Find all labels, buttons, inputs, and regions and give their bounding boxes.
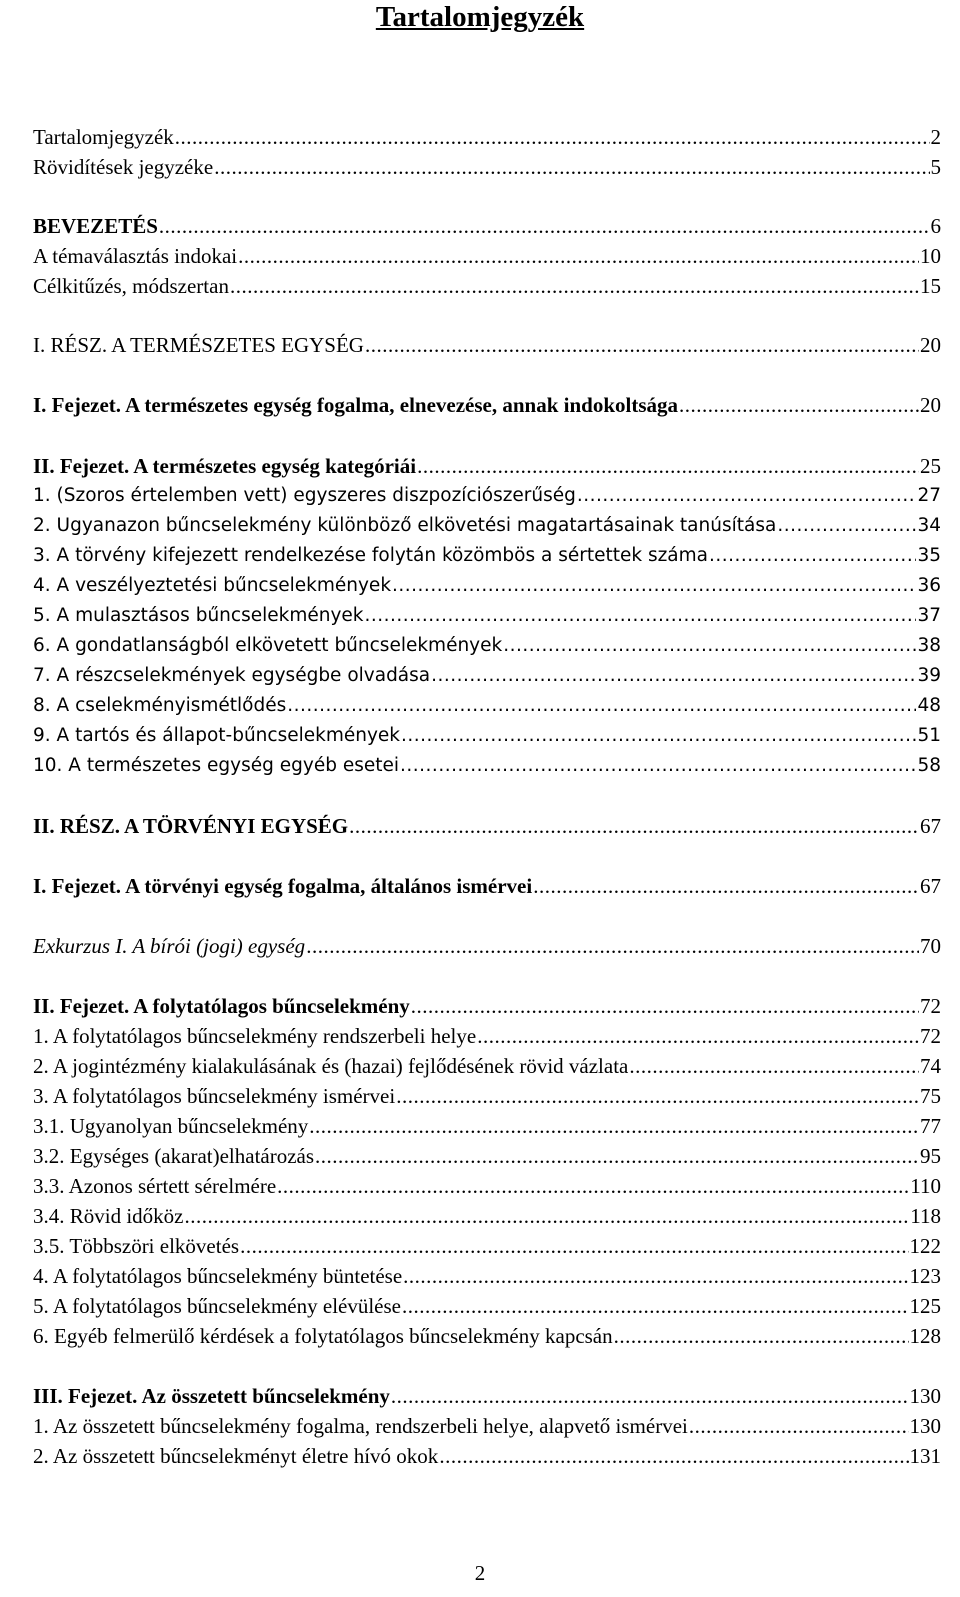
toc-entry-text: 1. A folytatólagos bűncselekmény rendszerbeli helye: [33, 1024, 477, 1048]
toc-entry-text: 3.2. Egységes (akarat)elhatározás: [33, 1144, 315, 1168]
toc-entry-page: 77: [920, 1114, 941, 1138]
toc-entry-page: 123: [909, 1264, 941, 1288]
toc-entry-text: Rövidítések jegyzéke: [33, 155, 214, 179]
toc-entry[interactable]: [33, 1262, 941, 1290]
toc-entry[interactable]: [33, 992, 941, 1020]
toc-entry-page: 38: [917, 635, 941, 656]
toc-entry-text: 3.4. Rövid időköz: [33, 1204, 184, 1228]
toc-entry-text: I. Fejezet. A törvényi egység fogalma, általános ismérvei: [33, 874, 533, 898]
toc-entry-page: 51: [917, 725, 941, 746]
toc-entry-page: 72: [920, 994, 941, 1018]
toc-leader-dots: [396, 1082, 919, 1110]
toc-entry-text: 3.5. Többszöri elkövetés: [33, 1234, 240, 1258]
toc-leader-dots: [238, 242, 919, 270]
toc-entry-text: 10. A természetes egység egyéb esetei: [33, 755, 400, 776]
toc-entry-page: 39: [917, 665, 941, 686]
toc-entry-text: 5. A mulasztásos bűncselekmények: [33, 605, 364, 626]
toc-leader-dots: [365, 602, 917, 630]
toc-entry-text: 4. A veszélyeztetési bűncselekmények: [33, 575, 392, 596]
toc-entry-text: 3. A törvény kifejezett rendelkezése folytán közömbös a sértettek száma: [33, 545, 709, 566]
toc-entry[interactable]: [33, 572, 941, 600]
toc-entry-page: 36: [917, 575, 941, 596]
toc-leader-dots: [533, 872, 919, 900]
toc-entry-page: 2: [930, 125, 941, 149]
toc-entry-page: 67: [920, 874, 941, 898]
toc-entry-text: II. Fejezet. A természetes egység kategóriái: [33, 454, 417, 478]
toc-leader-dots: [315, 1142, 919, 1170]
toc-entry[interactable]: [33, 602, 941, 630]
toc-entry-page: 130: [909, 1414, 941, 1438]
toc-entry-page: 15: [920, 274, 941, 298]
toc-entry[interactable]: [33, 692, 941, 720]
toc-leader-dots: [230, 272, 919, 300]
toc-leader-dots: [503, 632, 916, 660]
toc-leader-dots: [403, 1262, 908, 1290]
toc-leader-dots: [709, 542, 916, 570]
toc-entry-page: 6: [930, 214, 941, 238]
toc-entry[interactable]: [33, 752, 941, 780]
toc-entry-page: 70: [920, 934, 941, 958]
toc-leader-dots: [777, 512, 916, 540]
toc-entry[interactable]: [33, 1142, 941, 1170]
toc-entry-text: 3.1. Ugyanolyan bűncselekmény: [33, 1114, 309, 1138]
toc-entry-text: A témaválasztás indokai: [33, 244, 238, 268]
toc-entry-page: 75: [920, 1084, 941, 1108]
toc-entry-text: 8. A cselekményismétlődés: [33, 695, 287, 716]
toc-leader-dots: [309, 1112, 919, 1140]
toc-entry[interactable]: [33, 1232, 941, 1260]
toc-entry-page: 131: [909, 1444, 941, 1468]
toc-leader-dots: [614, 1322, 909, 1350]
toc-leader-dots: [392, 572, 916, 600]
toc-entry-text: II. Fejezet. A folytatólagos bűncselekmény: [33, 994, 410, 1018]
toc-entry-text: I. Fejezet. A természetes egység fogalma, elnevezése, annak indokoltsága: [33, 393, 679, 417]
page-title: Tartalomjegyzék: [375, 1, 585, 33]
toc-entry-page: 25: [920, 454, 941, 478]
toc-leader-dots: [185, 1202, 910, 1230]
toc-entry[interactable]: [33, 331, 941, 359]
toc-leader-dots: [175, 123, 930, 151]
toc-leader-dots: [349, 812, 919, 840]
toc-entry[interactable]: [33, 1052, 941, 1080]
page-number: 2: [474, 1561, 486, 1585]
toc-entry[interactable]: [33, 212, 941, 240]
toc-entry-text: II. RÉSZ. A TÖRVÉNYI EGYSÉG: [33, 814, 349, 838]
toc-entry-page: 20: [920, 333, 941, 357]
toc-entry[interactable]: [33, 812, 941, 840]
toc-entry[interactable]: [33, 1172, 941, 1200]
toc-leader-dots: [400, 752, 916, 780]
toc-entry[interactable]: [33, 542, 941, 570]
toc-leader-dots: [306, 932, 919, 960]
toc-entry-page: 27: [917, 485, 941, 506]
toc-entry[interactable]: [33, 1382, 941, 1410]
toc-entry-text: 2. Ugyanazon bűncselekmény különböző elkövetési magatartásainak tanúsítása: [33, 515, 777, 536]
toc-entry[interactable]: [33, 1322, 941, 1350]
toc-leader-dots: [277, 1172, 909, 1200]
toc-entry-page: 125: [909, 1294, 941, 1318]
toc-entry[interactable]: [33, 452, 941, 480]
toc-entry-text: Exkurzus I. A bírói (jogi) egység: [33, 934, 306, 958]
toc-leader-dots: [439, 1442, 908, 1470]
toc-leader-dots: [679, 391, 919, 419]
toc-leader-dots: [411, 992, 919, 1020]
toc-entry-page: 110: [910, 1174, 941, 1198]
toc-entry[interactable]: [33, 1082, 941, 1110]
toc-entry[interactable]: [33, 242, 941, 270]
toc-entry-page: 5: [930, 155, 941, 179]
toc-leader-dots: [159, 212, 930, 240]
toc-entry[interactable]: [33, 722, 941, 750]
toc-entry-text: 5. A folytatólagos bűncselekmény elévülése: [33, 1294, 401, 1318]
toc-entry-page: 37: [917, 605, 941, 626]
toc-entry-text: 6. A gondatlanságból elkövetett bűncselekmények: [33, 635, 503, 656]
toc-entry-text: Tartalomjegyzék: [33, 125, 174, 149]
toc-entry-page: 10: [920, 244, 941, 268]
toc-entry[interactable]: [33, 632, 941, 660]
toc-entry-text: 7. A részcselekmények egységbe olvadása: [33, 665, 431, 686]
toc-entry-page: 122: [909, 1234, 941, 1258]
toc-entry-text: 2. A jogintézmény kialakulásának és (hazai) fejlődésének rövid vázlata: [33, 1054, 629, 1078]
toc-entry-page: 35: [917, 545, 941, 566]
toc-entry[interactable]: [33, 1202, 941, 1230]
toc-entry-page: 130: [909, 1384, 941, 1408]
toc-entry[interactable]: [33, 932, 941, 960]
toc-entry-text: 3.3. Azonos sértett sérelmére: [33, 1174, 277, 1198]
toc-entry[interactable]: [33, 272, 941, 300]
toc-leader-dots: [577, 482, 917, 510]
toc-leader-dots: [401, 722, 916, 750]
toc-entry-page: 95: [920, 1144, 941, 1168]
toc-leader-dots: [402, 1292, 909, 1320]
toc-entry[interactable]: [33, 123, 941, 151]
toc-leader-dots: [214, 153, 929, 181]
toc-entry-page: 128: [909, 1324, 941, 1348]
toc-entry-text: 3. A folytatólagos bűncselekmény ismérvei: [33, 1084, 396, 1108]
toc-entry-page: 74: [920, 1054, 941, 1078]
toc-entry-text: 1. Az összetett bűncselekmény fogalma, rendszerbeli helye, alapvető ismérvei: [33, 1414, 688, 1438]
toc-entry-page: 67: [920, 814, 941, 838]
toc-entry-text: 2. Az összetett bűncselekményt életre hívó okok: [33, 1444, 439, 1468]
toc-entry-page: 58: [917, 755, 941, 776]
toc-entry-text: 9. A tartós és állapot-bűncselekmények: [33, 725, 400, 746]
toc-entry-text: I. RÉSZ. A TERMÉSZETES EGYSÉG: [33, 333, 364, 357]
toc-entry-page: 34: [917, 515, 941, 536]
toc-entry[interactable]: [33, 1292, 941, 1320]
toc-entry-text: Célkitűzés, módszertan: [33, 274, 229, 298]
toc-entry-text: III. Fejezet. Az összetett bűncselekmény: [33, 1384, 390, 1408]
toc-leader-dots: [417, 452, 919, 480]
toc-entry-page: 20: [920, 393, 941, 417]
toc-entry-page: 118: [910, 1204, 941, 1228]
toc-entry-text: BEVEZETÉS: [33, 214, 158, 238]
toc-entry-text: 1. (Szoros értelemben vett) egyszeres diszpozíciószerűség: [33, 485, 576, 506]
toc-entry-page: 48: [917, 695, 941, 716]
toc-leader-dots: [629, 1052, 919, 1080]
toc-entry[interactable]: [33, 1442, 941, 1470]
toc-entry-text: 6. Egyéb felmerülő kérdések a folytatólagos bűncselekmény kapcsán: [33, 1324, 613, 1348]
toc-entry-page: 72: [920, 1024, 941, 1048]
toc-entry[interactable]: [33, 391, 941, 419]
toc-leader-dots: [689, 1412, 909, 1440]
toc-leader-dots: [431, 662, 916, 690]
toc-entry[interactable]: [33, 482, 941, 510]
toc-entry[interactable]: [33, 872, 941, 900]
toc-leader-dots: [391, 1382, 909, 1410]
toc-entry[interactable]: [33, 1412, 941, 1440]
toc-leader-dots: [365, 331, 919, 359]
toc-leader-dots: [240, 1232, 908, 1260]
toc-entry[interactable]: [33, 662, 941, 690]
toc-leader-dots: [477, 1022, 919, 1050]
toc-entry[interactable]: [33, 153, 941, 181]
toc-entry[interactable]: [33, 512, 941, 540]
toc-entry[interactable]: [33, 1112, 941, 1140]
toc-entry[interactable]: [33, 1022, 941, 1050]
toc-entry-text: 4. A folytatólagos bűncselekmény büntetése: [33, 1264, 403, 1288]
toc-leader-dots: [287, 692, 916, 720]
